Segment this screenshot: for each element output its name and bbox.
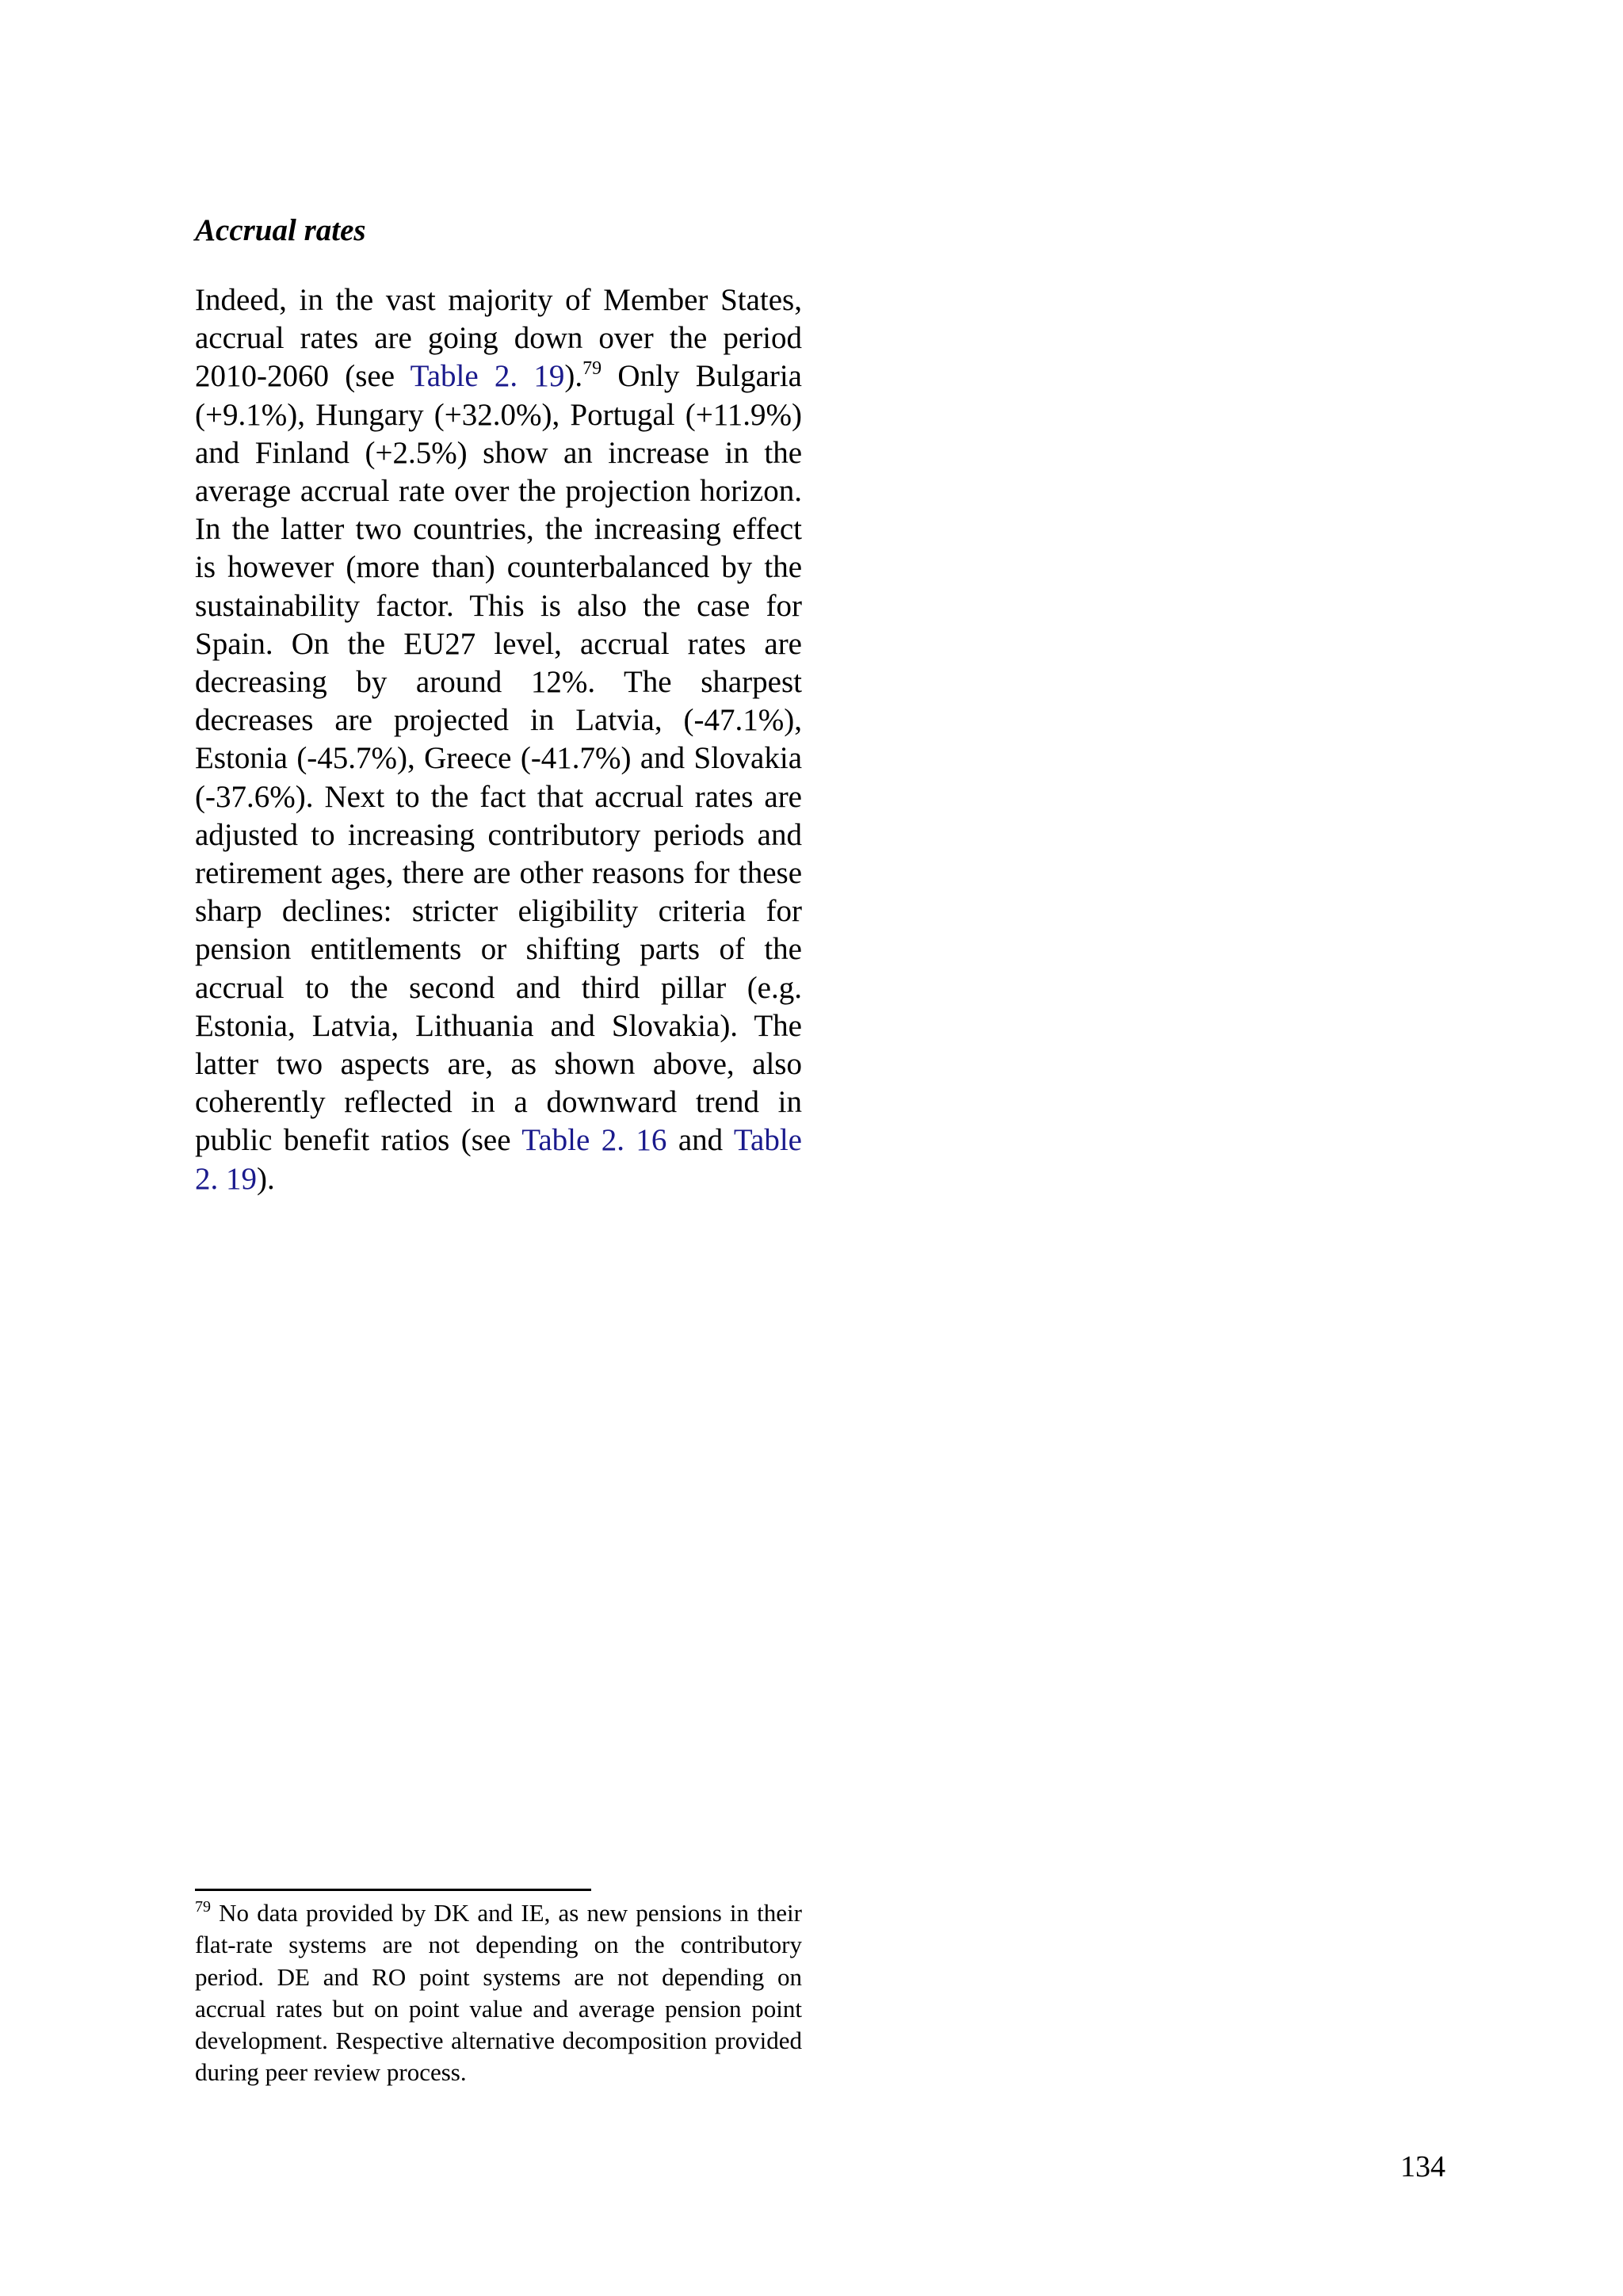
table-reference-link[interactable]: Table 2. 19 (195, 1123, 802, 1196)
paragraph-text: and (666, 1123, 734, 1158)
paragraph-text: ). (257, 1161, 275, 1196)
footnote-text: No data provided by DK and IE, as new pensions in their flat-rate systems are not depending on the contributory period. DE and RO point systems are not depending on accrual rates but on point value and average pension point development. Respective alternative decomposition provided during peer review process. (195, 1899, 802, 2087)
footnote-reference[interactable]: 79 (582, 358, 602, 380)
footnote (195, 1897, 802, 2089)
footnote-number: 79 (195, 1898, 211, 1916)
body-paragraph (195, 281, 802, 1198)
table-reference-link[interactable]: Table 2. 16 (521, 1123, 667, 1158)
paragraph-text: ). (564, 359, 583, 394)
section-heading: Accrual rates (195, 213, 366, 247)
page-number: 134 (1400, 2150, 1445, 2183)
footnote-separator (195, 1889, 591, 1891)
paragraph-text: Only Bulgaria (+9.1%), Hungary (+32.0%), Portugal (+11.9%) and Finland (+2.5%) show an increase in the average accrual rate over the projection horizon. In the latter two countries, the increasing effect is however (more than) counterbalanced by the sustainability factor. This is also the case for Spain. On the EU27 level, accrual rates are decreasing by around 12%. The sharpest decreases are projected in Latvia, (-47.1%), Estonia (-45.7%), Greece (-41.7%) and Slovakia (-37.6%). Next to the fact that accrual rates are adjusted to increasing contributory periods and retirement ages, there are other reasons for these sharp declines: stricter eligibility criteria for pension entitlements or shifting parts of the accrual to the second and third pillar (e.g. Estonia, Latvia, Lithuania and Slovakia). The latter two aspects are, as shown above, also coherently reflected in a downward trend in public benefit ratios (see (195, 359, 802, 1158)
paragraph-text: Indeed, in the vast majority of Member States, accrual rates are going down over the period 2010-2060 (see (195, 283, 802, 394)
table-reference-link[interactable]: Table 2. 19 (410, 359, 565, 394)
